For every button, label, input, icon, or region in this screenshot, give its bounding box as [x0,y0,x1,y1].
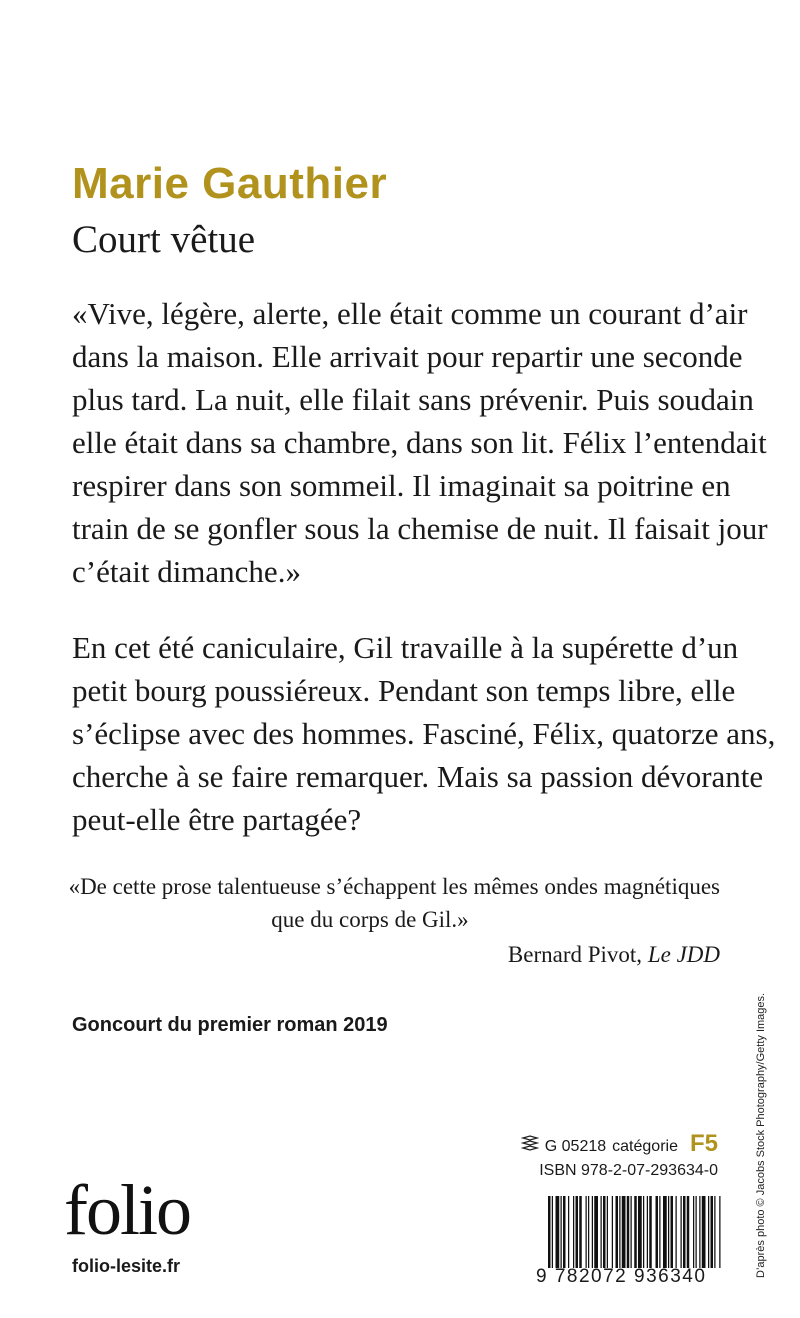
barcode-bar [573,1196,574,1268]
barcode [546,1196,722,1268]
barcode-bar [619,1196,620,1268]
barcode-bar [714,1196,715,1268]
product-codes [521,1132,718,1183]
summary-line: s’éclipse avec des hommes. Fasciné, Félix, quatorze ans, [72,716,776,751]
barcode-bar [671,1196,674,1268]
barcode-bar [687,1196,690,1268]
press-quote-source [60,938,720,971]
barcode-bar [656,1196,659,1268]
barcode-bar [552,1196,553,1268]
isbn: ISBN 978-2-07-293634-0 [539,1162,718,1179]
barcode-bar [643,1196,644,1268]
category-code: F5 [689,1130,718,1157]
barcode-bar [568,1196,569,1268]
barcode-bar [631,1196,632,1268]
barcode-bar [683,1196,686,1268]
summary-line: peut-elle être partagée? [72,802,362,837]
barcode-bar [638,1196,642,1268]
author-name: Marie Gauthier [72,159,388,208]
summary-line: En cet été caniculaire, Gil travaille à la supérette d’un [72,630,739,665]
summary-paragraph [72,626,776,841]
prize-mention: Goncourt du premier roman 2019 [72,1014,388,1036]
barcode-bar [676,1196,677,1268]
barcode-bar [659,1196,660,1268]
barcode-bar [594,1196,598,1268]
barcode-bar [649,1196,652,1268]
barcode-digits: 9 782072 936340 [536,1266,707,1287]
catalog-code: G 05218 [544,1138,607,1155]
barcode-bar [622,1196,626,1268]
barcode-bar [647,1196,648,1268]
barcode-bar [693,1196,694,1268]
barcode-bar [708,1196,709,1268]
press-quote [60,870,720,971]
book-stack-icon [521,1135,539,1159]
excerpt-paragraph [72,292,768,593]
publisher-website: folio-lesite.fr [72,1256,181,1276]
barcode-bar [702,1196,706,1268]
barcode-bar [681,1196,682,1268]
barcode-bar [616,1196,619,1268]
photo-credit: D’après photo © Jacobs Stock Photography/Getty Images. [755,992,767,1278]
barcode-bar [603,1196,606,1268]
barcode-bar [612,1196,613,1268]
publisher-logo: folio [64,1170,190,1250]
barcode-bar [592,1196,593,1268]
excerpt-line: dans la maison. Elle arrivait pour repartir une seconde [72,339,743,374]
barcode-bar [579,1196,582,1268]
excerpt-line: «Vive, légère, alerte, elle était comme un courant d’air [72,296,748,331]
excerpt-line: respirer dans son sommeil. Il imaginait sa poitrine en [72,468,731,503]
excerpt-line: plus tard. La nuit, elle filait sans prévenir. Puis soudain [72,382,754,417]
summary-line: petit bourg poussiéreux. Pendant son temps libre, elle [72,673,736,708]
quote-publication: Le JDD [647,942,720,967]
quote-author: Bernard Pivot, [507,942,648,967]
summary-line: cherche à se faire remarquer. Mais sa passion dévorante [72,759,764,794]
barcode-bar [561,1196,562,1268]
barcode-bar [634,1196,637,1268]
barcode-bar [627,1196,630,1268]
barcode-bar [563,1196,566,1268]
barcode-bar [696,1196,697,1268]
barcode-bar [601,1196,602,1268]
barcode-bar [548,1196,551,1268]
press-quote-line: «De cette prose talentueuse s’échappent les mêmes ondes magnétiques [68,874,720,899]
barcode-bar [556,1196,560,1268]
barcode-bar [588,1196,589,1268]
book-title: Court vêtue [72,218,256,261]
excerpt-line: elle était dans sa chambre, dans son lit. Félix l’entendait [72,425,767,460]
barcode-bar [699,1196,700,1268]
press-quote-line: que du corps de Gil.» [271,907,469,932]
barcode-bar [586,1196,587,1268]
barcode-bar [663,1196,667,1268]
excerpt-line: c’était dimanche.» [72,554,301,589]
barcode-bar [668,1196,669,1268]
barcode-bar [711,1196,714,1268]
barcode-bar [719,1196,720,1268]
barcode-bar [576,1196,579,1268]
barcode-bar [607,1196,608,1268]
category-label: catégorie [612,1138,678,1155]
excerpt-line: train de se gonfler sous la chemise de nuit. Il faisait jour [72,511,768,546]
